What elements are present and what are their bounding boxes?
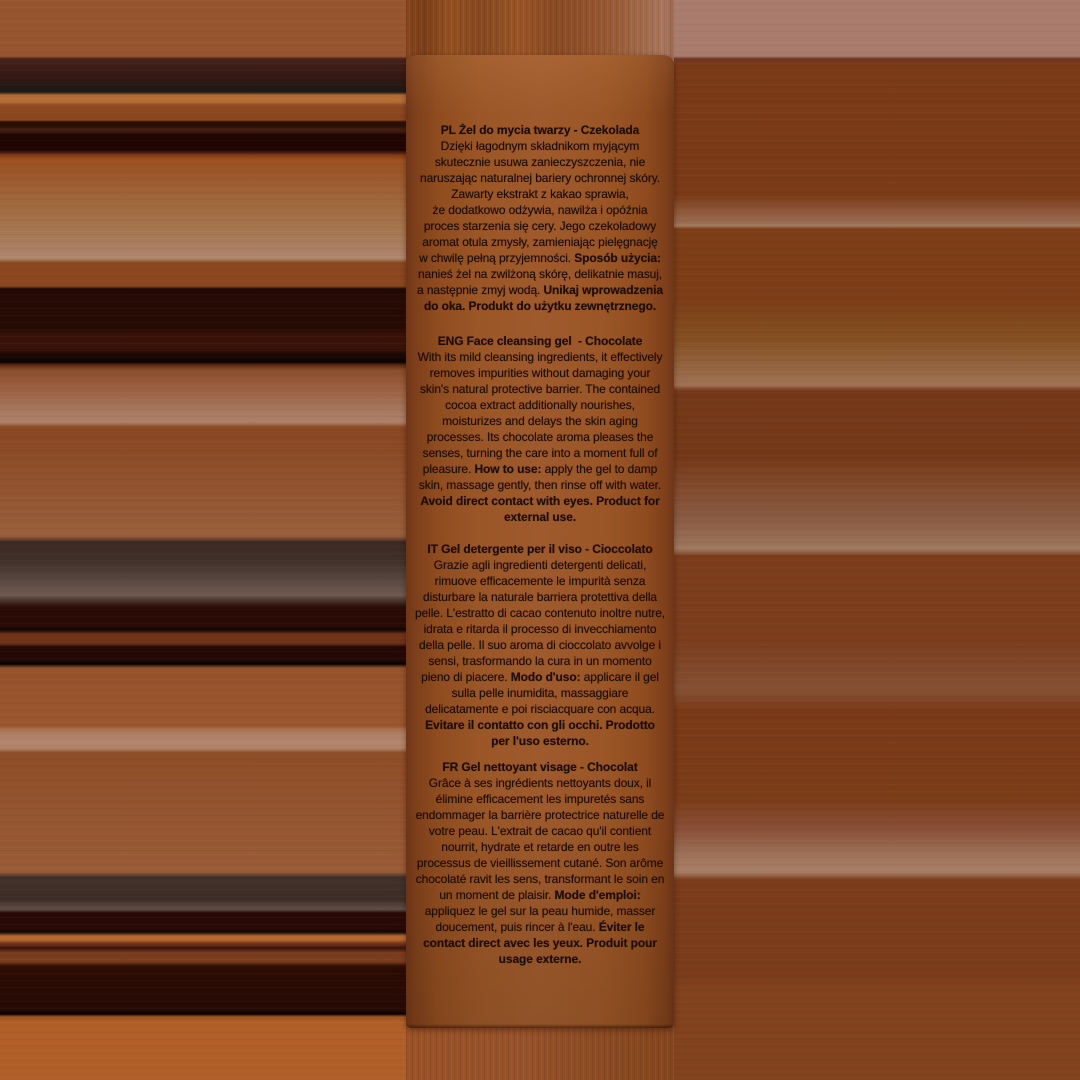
label-text-run: chocolaté ravit les sens, transformant le soin en <box>415 872 665 886</box>
label-text-run: Grâce à ses ingrédients nettoyants doux, il <box>428 776 652 790</box>
label-text-bold: external use. <box>503 510 577 524</box>
label-section-pl <box>406 122 674 314</box>
label-line <box>370 669 710 685</box>
label-line <box>370 170 710 186</box>
label-text-bold: usage externe. <box>498 952 582 966</box>
label-text-run: élimine efficacement les impuretés sans <box>435 792 645 806</box>
label-line <box>370 935 710 951</box>
label-text-run: naruszając naturalnej bariery ochronnej skóry. <box>420 171 660 185</box>
label-text-bold: Sposób użycia: <box>574 251 661 265</box>
label-line <box>370 509 710 525</box>
label-text-run: processes. Its chocolate aroma pleases the <box>426 430 654 444</box>
label-line <box>370 775 710 791</box>
label-text-run: a następnie zmyj wodą. <box>417 283 544 297</box>
label-text-run: della pelle. Il suo aroma di cioccolato avvolge i <box>419 638 661 652</box>
label-line <box>370 855 710 871</box>
label-line <box>370 951 710 967</box>
label-line <box>370 807 710 823</box>
label-line <box>370 685 710 701</box>
label-line <box>370 349 710 365</box>
label-line <box>370 903 710 919</box>
label-line <box>370 202 710 218</box>
label-text-run: pelle. L'estratto di cacao contenuto inoltre nutre, <box>414 606 666 620</box>
label-text-run: w chwilę pełną przyjemności. <box>419 251 575 265</box>
label-line <box>370 621 710 637</box>
background-smear-top <box>406 0 674 62</box>
label-line <box>370 733 710 749</box>
label-text-run: moisturizes and delays the skin aging <box>442 414 638 428</box>
label-line <box>370 477 710 493</box>
label-text-run: Zawarty ekstrakt z kakao sprawia, <box>451 187 629 201</box>
label-line <box>370 653 710 669</box>
label-line <box>370 413 710 429</box>
label-line <box>370 234 710 250</box>
background-smear-left <box>0 0 406 1080</box>
label-line <box>370 461 710 477</box>
label-text-run: apply the gel to damp <box>541 462 658 476</box>
label-line <box>370 887 710 903</box>
label-line <box>370 701 710 717</box>
label-line <box>370 823 710 839</box>
label-text-bold: Evitare il contatto con gli occhi. Prodotto <box>425 718 655 732</box>
label-section-fr <box>406 759 674 967</box>
label-text-run: appliquez le gel sur la peau humide, masser <box>424 904 656 918</box>
label-line <box>370 919 710 935</box>
label-line <box>370 138 710 154</box>
label-section-it <box>406 541 674 749</box>
label-text-bold: How to use: <box>474 462 542 476</box>
label-text-bold: PL Żel do mycia twarzy - Czekolada <box>440 123 640 137</box>
label-text-run: proces starzenia się cery. Jego czekoladowy <box>423 219 657 233</box>
label-text-run: nanieś żel na zwilżoną skórę, delikatnie masuj, <box>417 267 663 281</box>
label-line <box>370 266 710 282</box>
label-text <box>406 55 674 1028</box>
label-text-run: senses, turning the care into a moment full of <box>422 446 658 460</box>
label-text-bold: Mode d'emploi: <box>554 888 641 902</box>
label-text-run: sulla pelle inumidita, massaggiare <box>451 686 629 700</box>
label-line <box>370 154 710 170</box>
label-line <box>370 557 710 573</box>
label-text-run: pleasure. <box>422 462 475 476</box>
label-line <box>370 605 710 621</box>
label-line <box>370 298 710 314</box>
label-text-bold: per l'uso esterno. <box>491 734 589 748</box>
label-text-run: cocoa extract additionally nourishes, <box>445 398 635 412</box>
label-text-run: delicatamente e poi risciacquare con acqua. <box>425 702 655 716</box>
label-line <box>370 871 710 887</box>
label-text-run: idrata e ritarda il processo di invecchiamento <box>423 622 657 636</box>
label-line <box>370 250 710 266</box>
label-text-run: pieno di piacere. <box>421 670 511 684</box>
label-text-run: Dzięki łagodnym składnikom myjącym <box>440 139 640 153</box>
label-text-run: removes impurities without damaging your <box>429 366 651 380</box>
label-text-run: że dodatkowo odżywia, nawilża i opóźnia <box>432 203 648 217</box>
label-text-run: applicare il gel <box>580 670 659 684</box>
label-line <box>370 759 710 775</box>
label-text-bold: Éviter le <box>598 920 645 934</box>
label-text-run: disturbare la naturale barriera protettiva della <box>423 590 657 604</box>
label-line <box>370 122 710 138</box>
label-text-bold: Avoid direct contact with eyes. Product for <box>420 494 660 508</box>
label-text-run: aromat otula zmysły, zamieniając pielęgnację <box>422 235 658 249</box>
label-text-run: With its mild cleansing ingredients, it effectively <box>417 350 663 364</box>
label-section-eng <box>406 333 674 525</box>
label-text-run: skutecznie usuwa zanieczyszczenia, nie <box>434 155 646 169</box>
label-line <box>370 381 710 397</box>
label-line <box>370 717 710 733</box>
label-line <box>370 573 710 589</box>
label-text-bold: FR Gel nettoyant visage - Chocolat <box>442 760 638 774</box>
label-text-bold: do oka. Produkt do użytku zewnętrznego. <box>423 299 657 313</box>
label-text-run: rimuove efficacemente le impurità senza <box>434 574 646 588</box>
label-line <box>370 333 710 349</box>
label-text-run: un moment de plaisir. <box>439 888 555 902</box>
label-text-run: nourrit, hydrate et retarde en outre les <box>441 840 639 854</box>
product-bottle-back <box>406 55 674 1028</box>
label-line <box>370 218 710 234</box>
label-line <box>370 365 710 381</box>
label-line <box>370 282 710 298</box>
label-line <box>370 186 710 202</box>
label-text-bold: ENG Face cleansing gel - Chocolate <box>437 334 643 348</box>
label-line <box>370 637 710 653</box>
label-line <box>370 445 710 461</box>
label-text-run: endommager la barrière protectrice naturelle de <box>415 808 665 822</box>
label-text-bold: IT Gel detergente per il viso - Cioccolato <box>427 542 653 556</box>
label-text-run: votre peau. L'extrait de cacao qu'il contient <box>428 824 652 838</box>
label-text-run: sensi, trasformando la cura in un momento <box>428 654 652 668</box>
label-line <box>370 791 710 807</box>
label-text-run: skin, massage gently, then rinse off with water. <box>418 478 662 492</box>
label-text-run: processus de vieillissement cutané. Son arôme <box>416 856 664 870</box>
label-line <box>370 839 710 855</box>
label-line <box>370 493 710 509</box>
label-text-bold: Modo d'uso: <box>510 670 581 684</box>
label-text-run: Grazie agli ingredienti detergenti delicati, <box>433 558 647 572</box>
label-text-bold: contact direct avec les yeux. Produit pour <box>423 936 657 950</box>
label-line <box>370 397 710 413</box>
background-smear-right <box>674 0 1080 1080</box>
label-line <box>370 429 710 445</box>
label-text-run: skin's natural protective barrier. The contained <box>419 382 661 396</box>
label-text-bold: Unikaj wprowadzenia <box>543 283 663 297</box>
label-line <box>370 589 710 605</box>
label-line <box>370 541 710 557</box>
label-text-run: doucement, puis rincer à l'eau. <box>435 920 599 934</box>
